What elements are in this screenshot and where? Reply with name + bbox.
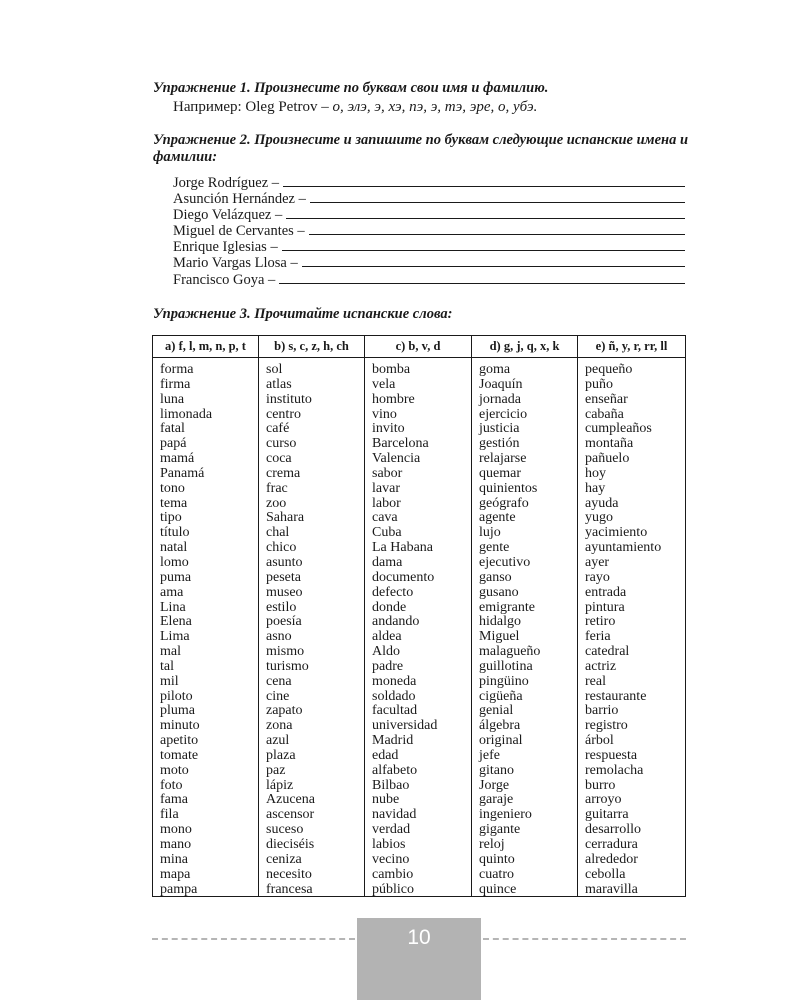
word-item: lápiz <box>266 777 294 793</box>
word-item: padre <box>372 658 404 674</box>
word-item: Barcelona <box>372 436 429 452</box>
word-item: original <box>479 733 523 749</box>
column-header: a) f, l, m, n, p, t <box>153 336 258 358</box>
word-item: montaña <box>585 436 634 452</box>
word-item: barrio <box>585 703 619 719</box>
name-row <box>173 239 685 255</box>
word-item: árbol <box>585 733 614 749</box>
word-item: arroyo <box>585 792 622 808</box>
word-item: facultad <box>372 703 418 719</box>
column-a <box>153 336 259 896</box>
exercise-1-example <box>173 98 537 116</box>
word-item: quinto <box>479 851 515 867</box>
word-item: centro <box>266 406 301 422</box>
word-item: zona <box>266 718 293 734</box>
word-item: jornada <box>479 391 521 407</box>
word-item: universidad <box>372 718 438 734</box>
exercise-3-title: Упражнение 3. Прочитайте испанские слова: <box>153 306 453 322</box>
word-item: cambio <box>372 866 414 882</box>
word-item: cine <box>266 688 290 704</box>
word-item: ceniza <box>266 851 302 867</box>
word-item: peseta <box>266 569 301 585</box>
word-item: poesía <box>266 614 302 630</box>
word-item: Miguel <box>479 629 520 645</box>
word-item: quemar <box>479 465 521 481</box>
word-item: cabaña <box>585 406 624 422</box>
word-item: moneda <box>372 673 417 689</box>
answer-line <box>283 175 685 187</box>
name-label: Enrique Iglesias – <box>173 239 278 256</box>
word-item: labor <box>372 495 401 511</box>
word-item: Madrid <box>372 733 414 749</box>
word-item: piloto <box>160 688 193 704</box>
word-item: geógrafo <box>479 495 529 511</box>
word-item: yacimiento <box>585 525 648 541</box>
word-item: reloj <box>479 837 505 852</box>
answer-line <box>282 239 685 251</box>
word-list <box>472 358 577 897</box>
word-item: Lina <box>160 599 186 615</box>
name-row <box>173 175 685 191</box>
word-item: soldado <box>372 688 416 704</box>
word-item: paz <box>266 762 286 778</box>
word-item: hombre <box>372 391 415 407</box>
word-item: fatal <box>160 421 185 437</box>
word-item: francesa <box>266 881 313 897</box>
word-item: luna <box>160 391 185 407</box>
word-item: natal <box>160 540 188 556</box>
word-item: plaza <box>266 747 296 763</box>
word-item: lomo <box>160 554 189 570</box>
word-list <box>578 358 685 897</box>
word-item: gestión <box>479 436 520 452</box>
word-item: mamá <box>160 451 195 467</box>
column-b <box>259 336 365 896</box>
word-item: álgebra <box>479 718 521 734</box>
column-e <box>578 336 685 896</box>
example-label: Например: Oleg Petrov – <box>173 99 329 115</box>
word-item: sabor <box>372 465 403 481</box>
word-item: retiro <box>585 614 616 630</box>
footer-dashed-line-left <box>152 938 355 940</box>
word-item: hoy <box>585 465 606 481</box>
word-item: chal <box>266 525 290 541</box>
word-item: forma <box>160 362 194 377</box>
word-item: Bilbao <box>372 777 410 793</box>
word-item: pequeño <box>585 362 633 377</box>
name-row <box>173 191 685 207</box>
word-item: Elena <box>160 614 192 630</box>
word-item: genial <box>479 703 514 719</box>
exercise-2-title: Упражнение 2. Произнесите и запишите по буквам следующие испанские имена и фамилии: <box>153 132 689 165</box>
word-item: fila <box>160 807 179 823</box>
word-item: quince <box>479 881 517 897</box>
word-item: yugo <box>585 510 613 526</box>
word-item: azul <box>266 733 290 749</box>
word-item: dieciséis <box>266 837 315 852</box>
word-item: Lima <box>160 629 190 645</box>
word-item: guitarra <box>585 807 629 823</box>
name-row <box>173 272 685 288</box>
word-item: registro <box>585 718 628 734</box>
word-item: ama <box>160 584 184 600</box>
word-item: dama <box>372 554 403 570</box>
word-item: hidalgo <box>479 614 521 630</box>
word-item: pampa <box>160 881 198 897</box>
column-header: b) s, c, z, h, ch <box>259 336 364 358</box>
word-item: tal <box>160 658 174 674</box>
word-item: tema <box>160 495 188 511</box>
word-item: frac <box>266 480 288 496</box>
word-list <box>259 358 364 897</box>
word-item: desarrollo <box>585 822 641 838</box>
name-label: Francisco Goya – <box>173 271 276 288</box>
answer-line <box>286 207 685 219</box>
word-item: puño <box>585 376 613 392</box>
word-item: alfabeto <box>372 762 418 778</box>
word-item: emigrante <box>479 599 535 615</box>
word-item: enseñar <box>585 391 628 407</box>
word-item: gitano <box>479 762 514 778</box>
exercise-1-title: Упражнение 1. Произнесите по буквам свои имя и фамилию. <box>153 80 549 96</box>
name-label: Asunción Hernández – <box>173 191 306 208</box>
word-item: ayer <box>585 554 610 570</box>
name-row <box>173 223 685 239</box>
word-item: alrededor <box>585 851 638 867</box>
word-item: museo <box>266 584 303 600</box>
word-item: agente <box>479 510 516 526</box>
word-item: ayuda <box>585 495 619 511</box>
column-header: e) ñ, y, r, rr, ll <box>578 336 685 358</box>
word-item: título <box>160 525 190 541</box>
word-item: mano <box>160 837 192 852</box>
word-item: zoo <box>266 495 287 511</box>
word-item: mono <box>160 822 192 838</box>
word-item: vecino <box>372 851 410 867</box>
word-item: papá <box>160 436 187 452</box>
answer-line <box>310 191 685 203</box>
word-item: feria <box>585 629 611 645</box>
word-item: mil <box>160 673 179 689</box>
footer-dashed-line-right <box>483 938 686 940</box>
word-item: moto <box>160 762 189 778</box>
word-item: hay <box>585 480 606 496</box>
word-item: La Habana <box>372 540 434 556</box>
word-item: turismo <box>266 658 309 674</box>
word-item: minuto <box>160 718 200 734</box>
word-item: donde <box>372 599 407 615</box>
word-item: puma <box>160 569 192 585</box>
word-item: edad <box>372 747 399 763</box>
word-item: cerradura <box>585 837 638 852</box>
word-item: suceso <box>266 822 304 838</box>
word-item: tipo <box>160 510 182 526</box>
word-item: guillotina <box>479 658 533 674</box>
word-item: rayo <box>585 569 610 585</box>
word-item: verdad <box>372 822 411 838</box>
word-item: firma <box>160 376 191 392</box>
column-header: c) b, v, d <box>365 336 471 358</box>
word-item: limonada <box>160 406 213 422</box>
word-list <box>365 358 471 897</box>
word-item: Jorge <box>479 777 510 793</box>
word-item: catedral <box>585 644 630 660</box>
word-item: ascensor <box>266 807 315 823</box>
word-item: ingeniero <box>479 807 532 823</box>
name-label: Jorge Rodríguez – <box>173 175 280 191</box>
word-item: maravilla <box>585 881 638 897</box>
word-item: tono <box>160 480 185 496</box>
word-item: jefe <box>479 747 500 763</box>
word-item: Valencia <box>372 451 421 467</box>
word-item: cumpleaños <box>585 421 652 437</box>
word-item: zapato <box>266 703 303 719</box>
word-item: andando <box>372 614 420 630</box>
name-label: Diego Velázquez – <box>173 207 283 224</box>
word-item: labios <box>372 837 406 852</box>
word-item: Azucena <box>266 792 315 808</box>
answer-line <box>302 255 685 267</box>
word-item: chico <box>266 540 297 556</box>
word-item: necesito <box>266 866 312 882</box>
word-item: quinientos <box>479 480 538 496</box>
word-item: vela <box>372 376 396 392</box>
word-item: atlas <box>266 376 292 392</box>
word-item: Sahara <box>266 510 305 526</box>
name-row <box>173 207 685 223</box>
word-item: real <box>585 673 606 689</box>
example-value: о, элэ, э, хэ, пэ, э, тэ, эре, о, убэ. <box>332 99 538 115</box>
word-list <box>153 358 258 897</box>
word-item: lujo <box>479 525 501 541</box>
word-item: mina <box>160 851 188 867</box>
word-item: aldea <box>372 629 402 645</box>
column-header: d) g, j, q, x, k <box>472 336 577 358</box>
word-item: cuatro <box>479 866 514 882</box>
word-item: justicia <box>479 421 520 437</box>
word-item: bomba <box>372 362 411 377</box>
word-item: cebolla <box>585 866 626 882</box>
word-item: documento <box>372 569 435 585</box>
word-item: apetito <box>160 733 199 749</box>
word-item: Aldo <box>372 644 400 660</box>
word-item: actriz <box>585 658 617 674</box>
name-label: Miguel de Cervantes – <box>173 223 305 240</box>
column-c <box>365 336 472 896</box>
word-item: navidad <box>372 807 417 823</box>
word-item: mapa <box>160 866 191 882</box>
answer-line <box>279 272 685 284</box>
word-item: vino <box>372 406 397 422</box>
word-item: ejecutivo <box>479 554 531 570</box>
word-item: defecto <box>372 584 414 600</box>
word-item: ejercicio <box>479 406 528 422</box>
word-item: remolacha <box>585 762 644 778</box>
word-item: foto <box>160 777 183 793</box>
word-item: coca <box>266 451 292 467</box>
word-item: nube <box>372 792 400 808</box>
word-item: malagueño <box>479 644 541 660</box>
word-item: asno <box>266 629 292 645</box>
word-item: crema <box>266 465 301 481</box>
word-item: tomate <box>160 747 199 763</box>
answer-line <box>309 223 685 235</box>
word-item: café <box>266 421 290 437</box>
word-item: Cuba <box>372 525 402 541</box>
names-list <box>173 175 685 288</box>
word-item: lavar <box>372 480 400 496</box>
word-item: burro <box>585 777 616 793</box>
name-row <box>173 255 685 271</box>
word-item: gente <box>479 540 510 556</box>
words-table <box>152 335 686 897</box>
word-item: sol <box>266 362 283 377</box>
word-item: cava <box>372 510 398 526</box>
page-number: 10 <box>357 918 481 1000</box>
word-item: estilo <box>266 599 297 615</box>
word-item: cigüeña <box>479 688 523 704</box>
word-item: mal <box>160 644 181 660</box>
name-label: Mario Vargas Llosa – <box>173 255 298 272</box>
word-item: restaurante <box>585 688 647 704</box>
word-item: garaje <box>479 792 514 808</box>
word-item: asunto <box>266 554 303 570</box>
word-item: entrada <box>585 584 627 600</box>
word-item: Panamá <box>160 465 205 481</box>
word-item: goma <box>479 362 511 377</box>
word-item: gigante <box>479 822 521 838</box>
word-item: pañuelo <box>585 451 630 467</box>
word-item: cena <box>266 673 292 689</box>
word-item: respuesta <box>585 747 638 763</box>
word-item: invito <box>372 421 405 437</box>
word-item: relajarse <box>479 451 527 467</box>
word-item: pintura <box>585 599 625 615</box>
word-item: ganso <box>479 569 512 585</box>
word-item: gusano <box>479 584 519 600</box>
word-item: curso <box>266 436 297 452</box>
word-item: pingüino <box>479 673 529 689</box>
word-item: fama <box>160 792 188 808</box>
word-item: público <box>372 881 414 897</box>
word-item: pluma <box>160 703 195 719</box>
word-item: instituto <box>266 391 312 407</box>
word-item: Joaquín <box>479 376 523 392</box>
word-item: mismo <box>266 644 305 660</box>
column-d <box>472 336 578 896</box>
word-item: ayuntamiento <box>585 540 662 556</box>
